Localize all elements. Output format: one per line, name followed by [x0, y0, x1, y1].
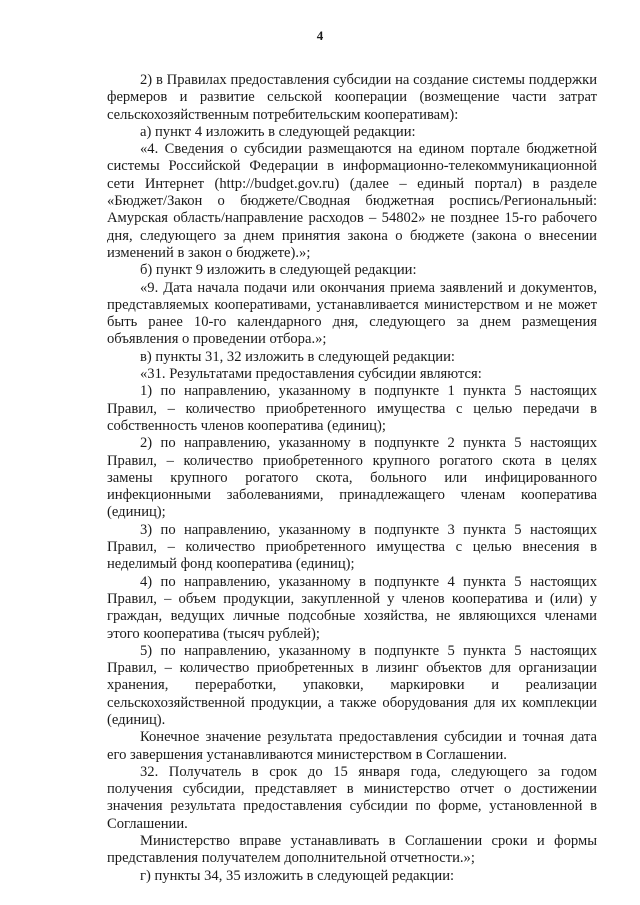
paragraph-additional-reporting: Министерство вправе устанавливать в Соглашении сроки и формы представления получателем дополнительной отчетности.»; — [107, 833, 597, 867]
paragraph-item-v: в) пункты 31, 32 изложить в следующей редакции: — [140, 348, 455, 365]
paragraph-point-32: 32. Получатель в срок до 15 января года, следующего за годом получения субсидии, представляет в министерство отчет о достижении значения результата предоставления субсидии по форме, установленной в Соглашении. — [107, 763, 597, 832]
paragraph-item-b: б) пункт 9 изложить в следующей редакции: — [140, 262, 417, 279]
paragraph-result-4: 4) по направлению, указанному в подпункте 4 пункта 5 настоящих Правил, – объем продукции, закупленной у членов кооператива и (или) у граждан, ведущих личные подсобные хозяйства, не являющихся членами этого кооператива (тысяч рублей); — [107, 573, 597, 642]
document-body — [107, 72, 597, 885]
paragraph-point-4: «4. Сведения о субсидии размещаются на едином портале бюджетной системы Российской Федерации в информационно-телекоммуникационной сети Интернет (http://budget.gov.ru) (далее – единый портал) в разделе «Бюджет/Закон о бюджете/Сводная бюджетная роспись/Региональный: Амурская область/направление расходов – 54802» не позднее 15-го рабочего дня, следующего за днем принятия закона о бюджете (закона о внесении изменений в закон о бюджете).»; — [107, 141, 597, 261]
paragraph-result-3: 3) по направлению, указанному в подпункте 3 пункта 5 настоящих Правил, – количество приобретенного имущества с целью внесения в неделимый фонд кооператива (единиц); — [107, 521, 597, 573]
paragraph-result-1: 1) по направлению, указанному в подпункте 1 пункта 5 настоящих Правил, – количество приобретенного имущества с целью передачи в собственность членов кооператива (единиц); — [107, 383, 597, 434]
paragraph-item-g: г) пункты 34, 35 изложить в следующей редакции: — [140, 867, 455, 884]
paragraph-point-9: «9. Дата начала подачи или окончания приема заявлений и документов, представляемых кооперативами, устанавливается министерством и не может быть ранее 10-го календарного дня, следующего за днем размещения объявления о проведении отбора.»; — [107, 279, 597, 348]
paragraph-point-31: «31. Результатами предоставления субсидии являются: — [140, 366, 482, 383]
paragraph-item-a: а) пункт 4 изложить в следующей редакции: — [140, 123, 416, 140]
paragraph-intro: 2) в Правилах предоставления субсидии на создание системы поддержки фермеров и развитие сельской кооперации (возмещение части затрат сельскохозяйственным потребительским кооперативам): — [107, 72, 597, 123]
paragraph-final-value: Конечное значение результата предоставления субсидии и точная дата его завершения устанавливаются министерством в Соглашении. — [107, 729, 597, 763]
paragraph-result-2: 2) по направлению, указанному в подпункте 2 пункта 5 настоящих Правил, – количество приобретенного крупного рогатого скота в целях замены крупного рогатого скота, больного или инфицированного инфекционными заболеваниями, принадлежащего членам кооператива (единиц); — [107, 435, 597, 521]
page-number: 4 — [316, 28, 324, 43]
paragraph-result-5: 5) по направлению, указанному в подпункте 5 пункта 5 настоящих Правил, – количество приобретенных в лизинг объектов для организации хранения, переработки, упаковки, маркировки и реализации сельскохозяйственной продукции, а также оборудования для их комплекции (единиц). — [107, 642, 597, 728]
